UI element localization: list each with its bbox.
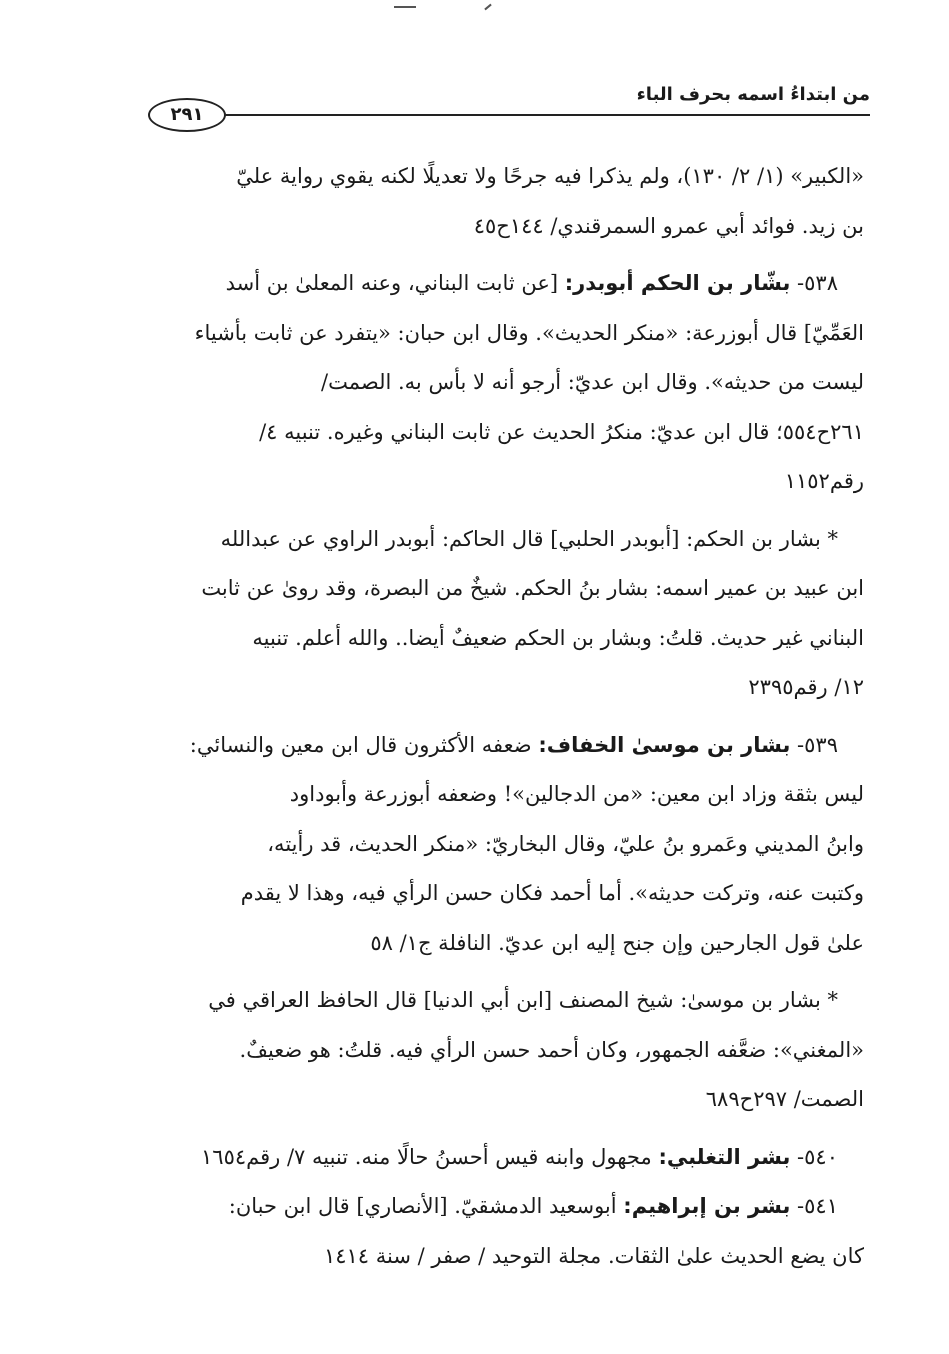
text-line: «الكبير» (١/ ٢/ ١٣٠)، ولم يذكرا فيه جرحًا ولا تعديلًا لكنه يقوي رواية عليّ [236, 164, 864, 188]
text-line: ابن عبيد بن عمير اسمه: بشار بنُ الحكم. شيخٌ من البصرة، وقد رویٰ عن ثابت [201, 576, 864, 600]
text-line: رقم١١٥٢ [784, 469, 864, 493]
running-title: من ابتداءُ اسمه بحرف الباء [636, 84, 870, 105]
scan-mark [484, 4, 491, 11]
entry-name: بشر التغلبي: [658, 1144, 791, 1169]
text-line: وابنُ المديني وعَمرو بنُ عليّ، وقال البخاريّ: «منكر الحديث، قد رأيته، [267, 831, 864, 856]
entry-name: بشّار بن الحكم أبوبدر: [564, 271, 791, 295]
page-number: ٢٩١ [148, 98, 226, 132]
entry-text: أبوسعيد الدمشقيّ. [الأنصاري] قال ابن حبان: [228, 1194, 617, 1218]
entry-number: ٥٤٠- [790, 1144, 838, 1169]
scan-mark [394, 6, 416, 8]
text-line: العَمِّيّ] قال أبوزرعة: «منكر الحديث». وقال ابن حبان: «يتفرد عن ثابت بأشياء [194, 320, 864, 345]
note-paragraph: * بشار بن موسىٰ: شيخ المصنف [ابن أبي الدنيا] قال الحافظ العراقي في [208, 988, 838, 1012]
text-line: «المغني»: ضعَّفه الجمهور، وكان أحمد حسن الرأي فيه. قلتُ: هو ضعيفٌ. [239, 1037, 864, 1062]
entry-number: ٥٣٨- [790, 271, 838, 295]
entry-text: ضعفه الأكثرون قال ابن معين والنسائي: [189, 732, 532, 757]
text-line: البناني غير حديث. قلتُ: وبشار بن الحكم ضعيفٌ أيضا.. والله أعلم. تنبيه [252, 625, 864, 650]
text-line: بن زيد. فوائد أبي عمرو السمرقندي/ ١٤٤ح٤٥ [473, 213, 864, 238]
entry-name: بشر بن إبراهيم: [623, 1194, 791, 1218]
text-line: ليست من حديثه». وقال ابن عديّ: أرجو أنه لا بأس به. الصمت/ [321, 370, 864, 394]
text-line: وكتبت عنه، وتركت حديثه». أما أحمد فكان حسن الرأي فيه، وهذا لا يقدم [240, 881, 864, 905]
text-line: علىٰ قول الجارحين وإن جنح إليه ابن عديّ. النافلة ج١/ ٥٨ [370, 930, 864, 955]
entry-539 [86, 721, 864, 771]
text-line: كان يضع الحديث علىٰ الثقات. مجلة التوحيد / صفر / سنة ١٤١٤ [323, 1243, 864, 1268]
note-paragraph: * بشار بن الحكم: [أبوبدر الحلبي] قال الحاكم: أبوبدر الراوي عن عبدالله [220, 526, 838, 551]
text-line: ١٢/ رقم٢٣٩٥ [748, 675, 864, 699]
entry-541 [86, 1182, 864, 1232]
text-line: ليس بثقة وزاد ابن معين: «من الدجالين»! وضعفه أبوزرعة وأبوداود [289, 782, 864, 806]
entry-text: [عن ثابت البناني، وعنه المعلىٰ بن أسد [225, 271, 559, 295]
running-header [90, 84, 870, 130]
entry-name: بشار بن موسىٰ الخفاف: [538, 732, 791, 757]
entry-number: ٥٤١- [790, 1194, 838, 1218]
entry-538 [86, 259, 864, 309]
text-line: ٢٦١ح٥٥٤؛ قال ابن عديّ: منكرُ الحديث عن ثابت البناني وغيره. تنبيه ٤/ [259, 419, 864, 444]
entry-text: مجهول وابنه قيس أحسنُ حالًا منه. تنبيه ٧/ رقم١٦٥٤ [201, 1144, 652, 1169]
entry-number: ٥٣٩- [790, 732, 838, 757]
header-rule [220, 114, 870, 116]
page-body [86, 152, 864, 1281]
entry-540 [86, 1133, 864, 1183]
text-line: الصمت/ ٢٩٧ح٦٨٩ [705, 1087, 864, 1111]
